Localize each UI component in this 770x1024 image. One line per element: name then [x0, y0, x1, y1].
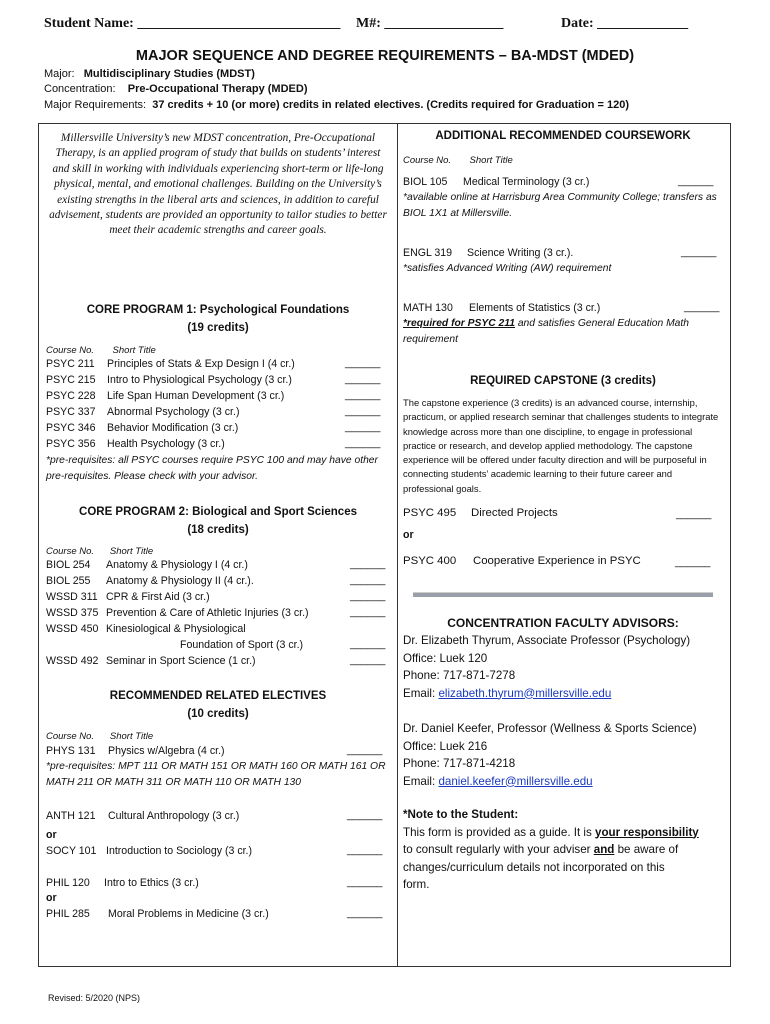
advisors-heading: CONCENTRATION FACULTY ADVISORS:	[447, 616, 679, 630]
course-row-socy101: SOCY 101 Introduction to Sociology (3 cr.)	[46, 845, 253, 857]
course-blank-engl319[interactable]: ______	[681, 246, 717, 258]
advisor-2-phone: Phone: 717-871-4218	[403, 757, 516, 770]
course-title: Intro to Physiological Psychology (3 cr.)	[107, 374, 292, 386]
course-row	[46, 421, 238, 436]
advisor-1: Dr. Elizabeth Thyrum, Associate Professor (Psychology) Office: Luek 120 Phone: 717-871-7278 Email: elizabeth.thyrum@millersville.edu	[403, 634, 691, 700]
advisor-1-name: Dr. Elizabeth Thyrum, Associate Professor (Psychology)	[403, 634, 691, 647]
core2-colhdr: Course No. Short Title	[46, 546, 154, 557]
major-line: Major: Multidisciplinary Studies (MDST)	[44, 68, 255, 80]
student-name-field[interactable]: Student Name: _____________________________	[44, 16, 341, 31]
math130-note: *required for PSYC 211 and satisfies General Education Math requirement	[403, 318, 689, 345]
section-separator	[413, 592, 713, 597]
course-row	[46, 389, 284, 404]
course-row-phil120: PHIL 120 Intro to Ethics (3 cr.)	[46, 877, 199, 889]
capstone-description: The capstone experience (3 credits) is an advanced course, internship, practicum, or applied research seminar that challenges students to integrate knowledge across more than one discipline, to engage in professional practice or research, and develop applied methodology. The capstone experience will be offered under faculty direction and will be purposeful in connecting students’ academic learning to their future career and professional goals.	[403, 397, 719, 494]
course-title: CPR & First Aid (3 cr.)	[106, 591, 210, 603]
course-row	[46, 622, 246, 637]
electives-heading: RECOMMENDED RELATED ELECTIVES (10 credits)	[109, 690, 327, 720]
advisor-1-email-link[interactable]: elizabeth.thyrum@millersville.edu	[438, 686, 612, 700]
course-title: Behavior Modification (3 cr.)	[107, 422, 239, 434]
course-title: Health Psychology (3 cr.)	[107, 438, 225, 450]
course-blank[interactable]: ______	[350, 574, 386, 586]
course-code: WSSD 375	[46, 607, 99, 619]
course-row	[46, 638, 303, 653]
or-label: or	[46, 892, 57, 904]
advisor-2: Dr. Daniel Keefer, Professor (Wellness & Sports Science) Office: Luek 216 Phone: 717-871-4218 Email: daniel.keefer@millersville.edu	[403, 722, 697, 788]
advisor-1-office: Office: Luek 120	[403, 651, 488, 665]
course-blank[interactable]: ______	[345, 437, 381, 449]
course-blank[interactable]: ______	[350, 606, 386, 618]
course-row	[46, 373, 292, 388]
course-row	[46, 405, 239, 420]
biol105-note: *available online at Harrisburg Area Community College; transfers as BIOL 1X1 at Millersville.	[403, 192, 717, 219]
course-row	[46, 590, 210, 605]
course-code: WSSD 450	[46, 623, 99, 635]
intro-paragraph: Millersville University’s new MDST concentration, Pre-Occupational Therapy, is an applied program of study that builds on students’ interest and skill in working with individuals experiencing short-term or life-long physical, mental, and emotional challenges. Building on the University’s existing strengths in the liberal arts and sciences, in addition to careful advisement, students are provided an opportunity to tailor studies to better meet their academic strengths and career goals.	[49, 132, 387, 237]
course-code: BIOL 254	[46, 559, 91, 571]
course-title: Foundation of Sport (3 cr.)	[180, 639, 304, 651]
course-row	[46, 606, 309, 621]
course-code: PSYC 356	[46, 438, 96, 450]
core1-heading: CORE PROGRAM 1: Psychological Foundations (19 credits)	[86, 304, 350, 334]
electives-colhdr: Course No. Short Title	[46, 731, 154, 742]
course-blank-biol105[interactable]: ______	[678, 175, 714, 187]
concentration-line: Concentration: Pre-Occupational Therapy (MDED)	[44, 83, 308, 95]
course-row	[46, 574, 254, 589]
course-row-phil285: PHIL 285 Moral Problems in Medicine (3 cr.)	[46, 908, 269, 920]
course-row	[46, 654, 256, 669]
advisor-2-office: Office: Luek 216	[403, 739, 488, 753]
column-divider	[397, 123, 398, 967]
course-blank[interactable]: ______	[345, 421, 381, 433]
course-blank-anth121[interactable]: ______	[347, 809, 383, 821]
course-blank[interactable]: ______	[350, 638, 386, 650]
course-blank[interactable]: ______	[350, 654, 386, 666]
course-blank[interactable]: ______	[350, 590, 386, 602]
course-title: Anatomy & Physiology II (4 cr.).	[106, 575, 254, 587]
course-title: Seminar in Sport Science (1 cr.)	[106, 655, 256, 667]
engl319-note: *satisfies Advanced Writing (AW) requirement	[403, 263, 612, 274]
or-label: or	[46, 829, 57, 841]
course-row-biol105: BIOL 105 Medical Terminology (3 cr.)	[403, 176, 590, 188]
course-blank-phys131[interactable]: ______	[347, 744, 383, 756]
course-code: PSYC 215	[46, 374, 96, 386]
phys-note: *pre-requisites: MPT 111 OR MATH 151 OR MATH 160 OR MATH 161 OR MATH 211 OR MATH 311 OR MATH 110 OR MATH 130	[46, 761, 386, 788]
course-title: Prevention & Care of Athletic Injuries (3 cr.)	[106, 607, 309, 619]
course-title: Kinesiological & Physiological	[106, 623, 246, 635]
course-blank-math130[interactable]: ______	[684, 301, 720, 313]
advisor-1-phone: Phone: 717-871-7278	[403, 669, 516, 682]
core2-heading: CORE PROGRAM 2: Biological and Sport Sciences (18 credits)	[79, 506, 357, 536]
course-blank-psyc495[interactable]: ______	[676, 508, 712, 520]
course-title: Principles of Stats & Exp Design I (4 cr.)	[107, 358, 295, 370]
or-label: or	[403, 529, 414, 541]
course-blank-psyc400[interactable]: ______	[675, 556, 711, 568]
student-note: *Note to the Student: This form is provided as a guide. It is your responsibility to consult regularly with your adviser and be aware of changes/curriculum details not incorporated on this form.	[403, 808, 699, 891]
course-blank[interactable]: ______	[345, 405, 381, 417]
core1-note: *pre-requisites: all PSYC courses require PSYC 100 and may have other pre-requisites. Please check with your advisor.	[46, 455, 378, 482]
additional-heading: ADDITIONAL RECOMMENDED COURSEWORK	[435, 130, 691, 142]
course-row-math130: MATH 130 Elements of Statistics (3 cr.)	[403, 302, 601, 314]
capstone-heading: REQUIRED CAPSTONE (3 credits)	[470, 375, 656, 387]
course-code: WSSD 311	[46, 591, 98, 603]
course-row-psyc495: PSYC 495 Directed Projects	[403, 507, 558, 519]
date-field[interactable]: Date: _____________	[561, 16, 689, 31]
requirements-line: Major Requirements: 37 credits + 10 (or more) credits in related electives. (Credits required for Graduation = 120)	[44, 99, 630, 111]
course-code: PSYC 211	[46, 358, 95, 370]
course-title: Abnormal Psychology (3 cr.)	[107, 406, 240, 418]
course-row	[46, 437, 225, 452]
course-row-psyc400: PSYC 400 Cooperative Experience in PSYC	[403, 555, 641, 567]
course-blank[interactable]: ______	[345, 357, 381, 369]
course-row-engl319: ENGL 319 Science Writing (3 cr.).	[403, 247, 574, 259]
advisor-2-email-link[interactable]: daniel.keefer@millersville.edu	[438, 774, 593, 788]
course-code: PSYC 337	[46, 406, 96, 418]
course-title: Life Span Human Development (3 cr.)	[107, 390, 285, 402]
course-code: WSSD 492	[46, 655, 99, 667]
core1-colhdr: Course No. Short Title	[46, 345, 156, 356]
course-row-phys131: PHYS 131 Physics w/Algebra (4 cr.)	[46, 745, 225, 757]
course-blank-phil120[interactable]: ______	[347, 876, 383, 888]
additional-colhdr: Course No. Short Title	[403, 155, 513, 166]
course-blank[interactable]: ______	[350, 558, 386, 570]
course-row-anth121: ANTH 121 Cultural Anthropology (3 cr.)	[46, 810, 240, 822]
course-blank[interactable]: ______	[345, 389, 381, 401]
revision-footer: Revised: 5/2020 (NPS)	[48, 993, 141, 1003]
course-code: PSYC 228	[46, 390, 96, 402]
m-number-field[interactable]: M#: _________________	[356, 16, 504, 31]
course-title: Anatomy & Physiology I (4 cr.)	[106, 559, 248, 571]
advisor-2-name: Dr. Daniel Keefer, Professor (Wellness & Sports Science)	[403, 722, 697, 735]
course-blank-phil285[interactable]: ______	[347, 907, 383, 919]
course-code: PSYC 346	[46, 422, 96, 434]
course-blank-socy101[interactable]: ______	[347, 844, 383, 856]
course-row	[46, 558, 248, 573]
page-title: MAJOR SEQUENCE AND DEGREE REQUIREMENTS – BA-MDST (MDED)	[135, 48, 635, 64]
course-row	[46, 357, 295, 372]
course-code: BIOL 255	[46, 575, 91, 587]
course-blank[interactable]: ______	[345, 373, 381, 385]
